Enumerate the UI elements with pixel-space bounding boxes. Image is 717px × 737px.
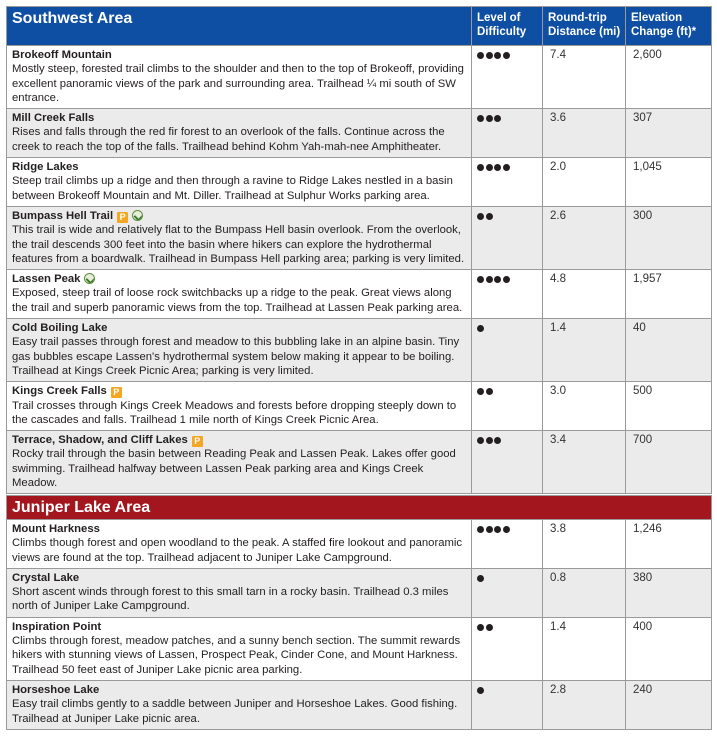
difficulty-dot-icon xyxy=(486,213,493,220)
parking-icon: P xyxy=(111,387,122,398)
difficulty-dot-icon xyxy=(477,526,484,533)
trail-rows xyxy=(7,520,712,730)
section-title: Juniper Lake Area xyxy=(7,496,712,520)
difficulty-dot-icon xyxy=(486,526,493,533)
trail-cell xyxy=(7,520,472,569)
difficulty-dot-icon xyxy=(494,437,501,444)
difficulty-cell xyxy=(472,431,543,494)
table-row xyxy=(7,270,712,319)
distance-value: 7.4 xyxy=(543,46,626,109)
trail-name: Kings Creek Falls xyxy=(12,385,107,398)
table-header-row xyxy=(7,7,712,46)
table-row xyxy=(7,617,712,680)
trail-cell xyxy=(7,617,472,680)
trail-description: Exposed, steep trail of loose rock switchbacks up a ridge to the peak. Great views along the trail and superb panoramic views from the top. Trailhead at Lassen Peak parking area. xyxy=(12,287,463,314)
difficulty-dot-icon xyxy=(477,276,484,283)
elevation-value: 300 xyxy=(626,206,712,269)
difficulty-dot-icon xyxy=(477,325,484,332)
trail-description: Climbs through forest, meadow patches, and a sunny bench section. The summit rewards hikers with stunning views of Lassen, Prospect Peak, Cinder Cone, and Mount Harkness. Trailhead 50 feet east of Juniper Lake picnic area parking. xyxy=(12,635,461,676)
difficulty-cell xyxy=(472,109,543,158)
trail-cell xyxy=(7,206,472,269)
difficulty-dot-icon xyxy=(477,115,484,122)
elevation-value: 700 xyxy=(626,431,712,494)
difficulty-dot-icon xyxy=(494,276,501,283)
difficulty-cell xyxy=(472,270,543,319)
trail-rows xyxy=(7,46,712,494)
trail-description: Rocky trail through the basin between Reading Peak and Lassen Peak. Lakes offer good swimming. Trailhead halfway between Lassen Peak parking area and Kings Creek Meadow. xyxy=(12,448,456,490)
difficulty-dot-icon xyxy=(486,276,493,283)
elevation-value: 240 xyxy=(626,680,712,729)
section-title: Southwest Area xyxy=(7,7,472,46)
difficulty-dot-icon xyxy=(486,164,493,171)
distance-value: 1.4 xyxy=(543,319,626,382)
difficulty-cell xyxy=(472,568,543,617)
difficulty-dot-icon xyxy=(477,437,484,444)
parking-icon: P xyxy=(192,436,203,447)
distance-value: 2.0 xyxy=(543,158,626,207)
difficulty-dot-icon xyxy=(486,52,493,59)
distance-value: 2.6 xyxy=(543,206,626,269)
difficulty-dot-icon xyxy=(486,115,493,122)
difficulty-dot-icon xyxy=(503,526,510,533)
juniper-trails-table xyxy=(6,495,712,730)
trail-name: Mill Creek Falls xyxy=(12,112,95,125)
elevation-value: 400 xyxy=(626,617,712,680)
trail-description: Mostly steep, forested trail climbs to the shoulder and then to the top of Brokeoff, providing excellent panoramic views of the park and surrounding area. Trailhead ¼ mi south of SW entrance. xyxy=(12,63,464,104)
trail-name: Mount Harkness xyxy=(12,523,100,535)
trail-cell xyxy=(7,431,472,494)
trail-cell xyxy=(7,46,472,109)
table-row xyxy=(7,158,712,207)
difficulty-dot-icon xyxy=(486,437,493,444)
difficulty-dot-icon xyxy=(486,388,493,395)
difficulty-dot-icon xyxy=(477,213,484,220)
elevation-value: 1,957 xyxy=(626,270,712,319)
elevation-value: 40 xyxy=(626,319,712,382)
trail-cell xyxy=(7,270,472,319)
juniper-lake-area-section xyxy=(6,495,711,730)
distance-value: 0.8 xyxy=(543,568,626,617)
difficulty-dot-icon xyxy=(477,52,484,59)
trail-name: Crystal Lake xyxy=(12,571,80,584)
trail-name: Ridge Lakes xyxy=(12,161,79,174)
accessible-trail-icon xyxy=(132,210,143,221)
table-row xyxy=(7,680,712,729)
accessible-trail-icon xyxy=(84,273,95,284)
difficulty-cell xyxy=(472,319,543,382)
elevation-value: 307 xyxy=(626,109,712,158)
table-row xyxy=(7,109,712,158)
difficulty-dot-icon xyxy=(477,687,484,694)
difficulty-dot-icon xyxy=(477,164,484,171)
trail-description: Trail crosses through Kings Creek Meadows and forests before dropping steeply down to the cascades and falls. Trailhead 1 mile north of Kings Creek Picnic Area. xyxy=(12,399,457,426)
table-row xyxy=(7,520,712,569)
difficulty-dot-icon xyxy=(503,164,510,171)
table-row xyxy=(7,319,712,382)
trail-description: Rises and falls through the red fir forest to an overlook of the falls. Continue across the creek to reach the top of the falls. Trailhead behind Kohm Yah-mah-nee Amphitheater. xyxy=(12,126,445,153)
trail-cell xyxy=(7,680,472,729)
difficulty-cell xyxy=(472,158,543,207)
difficulty-dot-icon xyxy=(494,164,501,171)
trail-cell xyxy=(7,568,472,617)
trail-description: Easy trail climbs gently to a saddle between Juniper and Horseshoe Lakes. Good fishing. Trailhead at Juniper Lake picnic area. xyxy=(12,698,458,725)
distance-value: 3.6 xyxy=(543,109,626,158)
difficulty-dot-icon xyxy=(494,526,501,533)
table-header-row xyxy=(7,496,712,520)
table-row xyxy=(7,431,712,494)
difficulty-header: Level of Difficulty xyxy=(472,7,543,46)
trail-name: Lassen Peak xyxy=(12,273,81,286)
trail-description: This trail is wide and relatively flat to the Bumpass Hell basin overlook. From the overlook, the trail descends 300 feet into the basin where hikers can explore the hydrothermal features from a boardwalk. Trailhead in Bumpass Hell parking area; parking is very limited. xyxy=(12,224,465,265)
table-row xyxy=(7,206,712,269)
difficulty-dot-icon xyxy=(486,624,493,631)
distance-value: 3.4 xyxy=(543,431,626,494)
southwest-area-section xyxy=(6,6,711,494)
trail-cell xyxy=(7,109,472,158)
trail-description: Steep trail climbs up a ridge and then through a ravine to Ridge Lakes nestled in a basin between Brokeoff Mountain and Mt. Diller. Trailhead at Sulphur Works parking area. xyxy=(12,175,453,202)
distance-value: 3.8 xyxy=(543,520,626,569)
trail-cell xyxy=(7,319,472,382)
southwest-trails-table xyxy=(6,6,712,494)
trail-description: Easy trail passes through forest and meadow to this bubbling lake in an alpine basin. Tiny gas bubbles escape Lassen's hydrothermal system below making it appear to be boiling. Trailhead at Kings Creek Picnic Area; parking is very limited. xyxy=(12,336,460,377)
difficulty-cell xyxy=(472,46,543,109)
difficulty-cell xyxy=(472,206,543,269)
trail-name: Cold Boiling Lake xyxy=(12,322,108,335)
difficulty-dot-icon xyxy=(477,388,484,395)
difficulty-dot-icon xyxy=(477,575,484,582)
elevation-value: 1,246 xyxy=(626,520,712,569)
difficulty-cell xyxy=(472,382,543,431)
trail-cell xyxy=(7,158,472,207)
difficulty-dot-icon xyxy=(494,115,501,122)
trail-name: Inspiration Point xyxy=(12,620,102,633)
trail-name: Terrace, Shadow, and Cliff Lakes xyxy=(12,434,188,447)
distance-header: Round-trip Distance (mi) xyxy=(543,7,626,46)
trail-cell xyxy=(7,382,472,431)
trail-name: Bumpass Hell Trail xyxy=(12,209,114,222)
trail-name: Horseshoe Lake xyxy=(12,683,100,696)
distance-value: 1.4 xyxy=(543,617,626,680)
table-row xyxy=(7,568,712,617)
parking-icon: P xyxy=(117,212,128,223)
difficulty-cell xyxy=(472,680,543,729)
trail-name: Brokeoff Mountain xyxy=(12,49,112,61)
elevation-value: 1,045 xyxy=(626,158,712,207)
elevation-value: 500 xyxy=(626,382,712,431)
distance-value: 2.8 xyxy=(543,680,626,729)
elevation-value: 2,600 xyxy=(626,46,712,109)
table-row xyxy=(7,382,712,431)
difficulty-dot-icon xyxy=(477,624,484,631)
difficulty-dot-icon xyxy=(503,52,510,59)
difficulty-dot-icon xyxy=(503,276,510,283)
difficulty-cell xyxy=(472,617,543,680)
elevation-value: 380 xyxy=(626,568,712,617)
trail-description: Short ascent winds through forest to this small tarn in a rocky basin. Trailhead 0.3 miles north of Juniper Lake Campground. xyxy=(12,586,449,613)
trail-description: Climbs though forest and open woodland to the peak. A staffed fire lookout and panoramic views are found at the top. Trailhead adjacent to Juniper Lake Campground. xyxy=(12,537,463,564)
elevation-header: Elevation Change (ft)* xyxy=(626,7,712,46)
difficulty-dot-icon xyxy=(494,52,501,59)
difficulty-cell xyxy=(472,520,543,569)
distance-value: 3.0 xyxy=(543,382,626,431)
table-row xyxy=(7,46,712,109)
distance-value: 4.8 xyxy=(543,270,626,319)
